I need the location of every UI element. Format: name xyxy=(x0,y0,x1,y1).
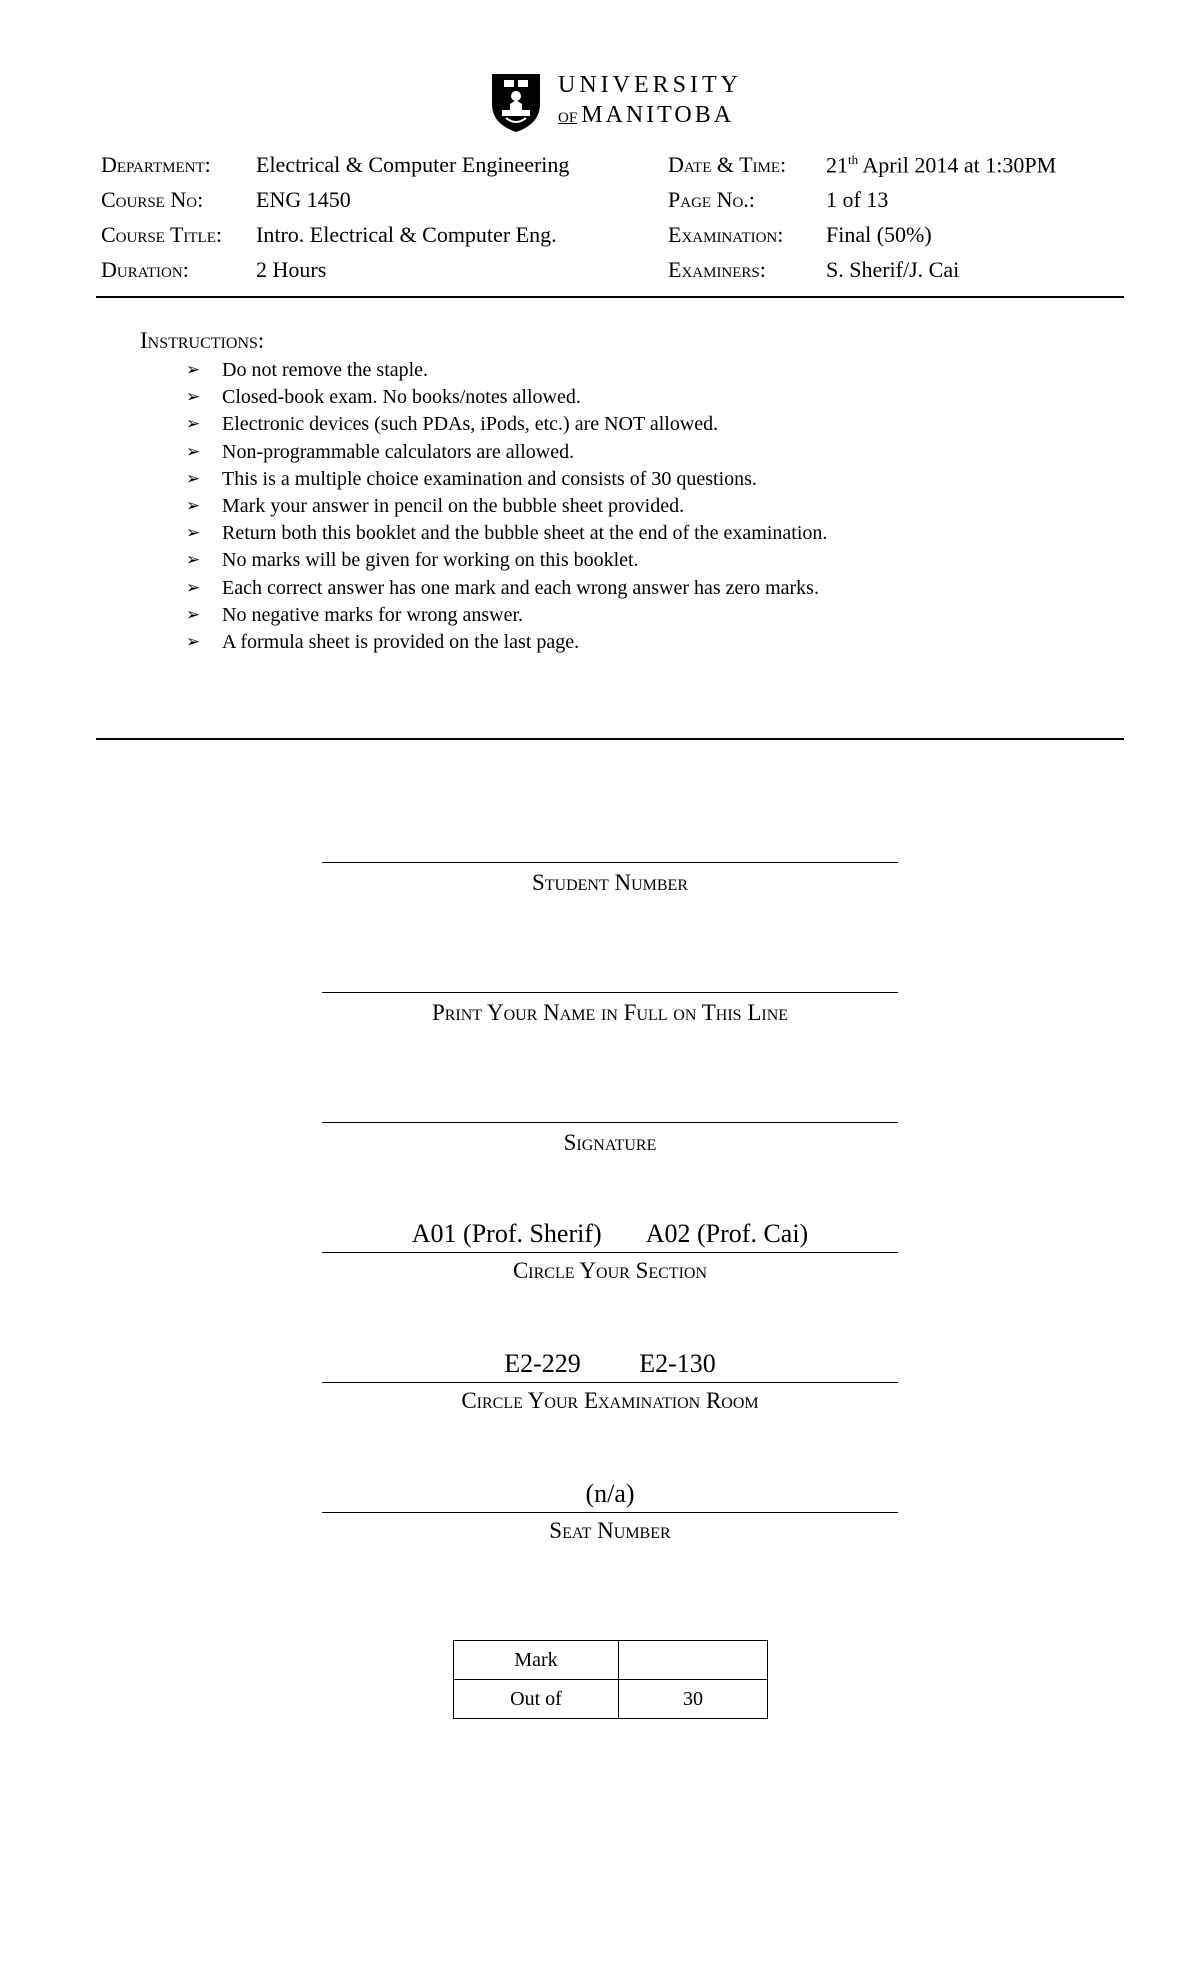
bullet-arrow-icon: ➢ xyxy=(186,387,201,408)
instructions-list xyxy=(186,357,827,656)
instruction-text: A formula sheet is provided on the last page. xyxy=(222,630,580,653)
header-page-no-value: 1 of 13 xyxy=(826,187,889,212)
name-label: Print Your Name in Full on This Line xyxy=(431,1000,789,1025)
bullet-arrow-icon: ➢ xyxy=(186,468,201,489)
section-line xyxy=(322,1252,898,1253)
instruction-item xyxy=(186,357,827,384)
header-duration-value: 2 Hours xyxy=(256,257,327,282)
section-label: Circle Your Section xyxy=(512,1258,708,1283)
bullet-arrow-icon: ➢ xyxy=(186,550,201,571)
instruction-item xyxy=(186,602,827,629)
instruction-text: Non-programmable calculators are allowed. xyxy=(222,440,575,463)
name-line xyxy=(322,992,898,993)
instruction-text: Each correct answer has one mark and each wrong answer has zero marks. xyxy=(222,576,819,599)
seat-value[interactable]: (n/a) xyxy=(585,1479,635,1508)
instruction-text: No negative marks for wrong answer. xyxy=(222,603,524,626)
header-date-rest: April 2014 at 1:30PM xyxy=(858,152,1057,178)
mark-value[interactable] xyxy=(619,1641,768,1680)
logo-manitoba: MANITOBA xyxy=(581,102,735,128)
header-examiners-label: Examiners: xyxy=(668,257,766,282)
mark-label: Mark xyxy=(454,1641,619,1680)
header-course-no-label: Course No: xyxy=(101,187,204,212)
crest-icon xyxy=(488,70,544,134)
logo-of: OF xyxy=(558,110,578,126)
out-of-value: 30 xyxy=(619,1680,768,1719)
logo-line-university: UNIVERSITY xyxy=(558,72,742,98)
header-date-suffix: th xyxy=(848,152,859,167)
instruction-text: No marks will be given for working on this booklet. xyxy=(222,549,639,572)
bullet-arrow-icon: ➢ xyxy=(186,631,201,652)
header-divider xyxy=(96,296,1124,298)
header-department-label: Department: xyxy=(101,152,211,177)
header-examination-label: Examination: xyxy=(668,222,784,247)
student-number-line xyxy=(322,862,898,863)
header-course-title-value: Intro. Electrical & Computer Eng. xyxy=(256,222,557,247)
instruction-item xyxy=(186,439,827,466)
student-number-label: Student Number xyxy=(531,870,689,895)
header-date-time-label: Date & Time: xyxy=(668,152,787,177)
seat-label: Seat Number xyxy=(549,1518,671,1543)
header-department-value: Electrical & Computer Engineering xyxy=(256,152,570,177)
instruction-text: This is a multiple choice examination and consists of 30 questions. xyxy=(222,467,757,490)
instruction-text: Return both this booklet and the bubble sheet at the end of the examination. xyxy=(222,522,828,545)
header-duration-label: Duration: xyxy=(101,257,189,282)
room-line xyxy=(322,1382,898,1383)
instruction-text: Mark your answer in pencil on the bubble sheet provided. xyxy=(222,494,685,517)
bullet-arrow-icon: ➢ xyxy=(186,360,201,380)
instruction-item xyxy=(186,629,827,656)
instruction-item xyxy=(186,520,827,547)
header-date-day: 21 xyxy=(826,152,848,178)
room-options[interactable]: E2-229 E2-130 xyxy=(504,1349,716,1378)
out-of-row xyxy=(454,1680,768,1719)
seat-line xyxy=(322,1512,898,1513)
instruction-text: Closed-book exam. No books/notes allowed. xyxy=(222,386,581,409)
instruction-item xyxy=(186,411,827,438)
bullet-arrow-icon: ➢ xyxy=(186,495,201,516)
instruction-item xyxy=(186,493,827,520)
university-logo xyxy=(488,68,748,134)
instructions-title: Instructions: xyxy=(140,328,265,353)
header-date-time-value xyxy=(826,152,1056,178)
bullet-arrow-icon: ➢ xyxy=(186,441,201,462)
instruction-item xyxy=(186,547,827,574)
instruction-text: Do not remove the staple. xyxy=(222,359,429,381)
bullet-arrow-icon: ➢ xyxy=(186,414,201,435)
bullet-arrow-icon: ➢ xyxy=(186,523,201,544)
header-course-no-value: ENG 1450 xyxy=(256,187,351,212)
out-of-label: Out of xyxy=(454,1680,619,1719)
header-page-no-label: Page No.: xyxy=(668,187,755,212)
section-options[interactable]: A01 (Prof. Sherif) A02 (Prof. Cai) xyxy=(411,1219,809,1248)
instruction-item xyxy=(186,575,827,602)
instructions-divider xyxy=(96,738,1124,740)
header-examination-value: Final (50%) xyxy=(826,222,932,247)
logo-line-manitoba xyxy=(558,102,734,129)
bullet-arrow-icon: ➢ xyxy=(186,604,201,625)
mark-table xyxy=(453,1640,768,1719)
instruction-item xyxy=(186,384,827,411)
signature-label: Signature xyxy=(563,1130,657,1155)
mark-row xyxy=(454,1641,768,1680)
instruction-text: Electronic devices (such PDAs, iPods, etc.) are NOT allowed. xyxy=(222,413,719,436)
instruction-item xyxy=(186,466,827,493)
header-examiners-value: S. Sherif/J. Cai xyxy=(826,257,960,282)
header-course-title-label: Course Title: xyxy=(101,222,222,247)
room-label: Circle Your Examination Room xyxy=(461,1388,759,1413)
bullet-arrow-icon: ➢ xyxy=(186,577,201,598)
signature-line xyxy=(322,1122,898,1123)
